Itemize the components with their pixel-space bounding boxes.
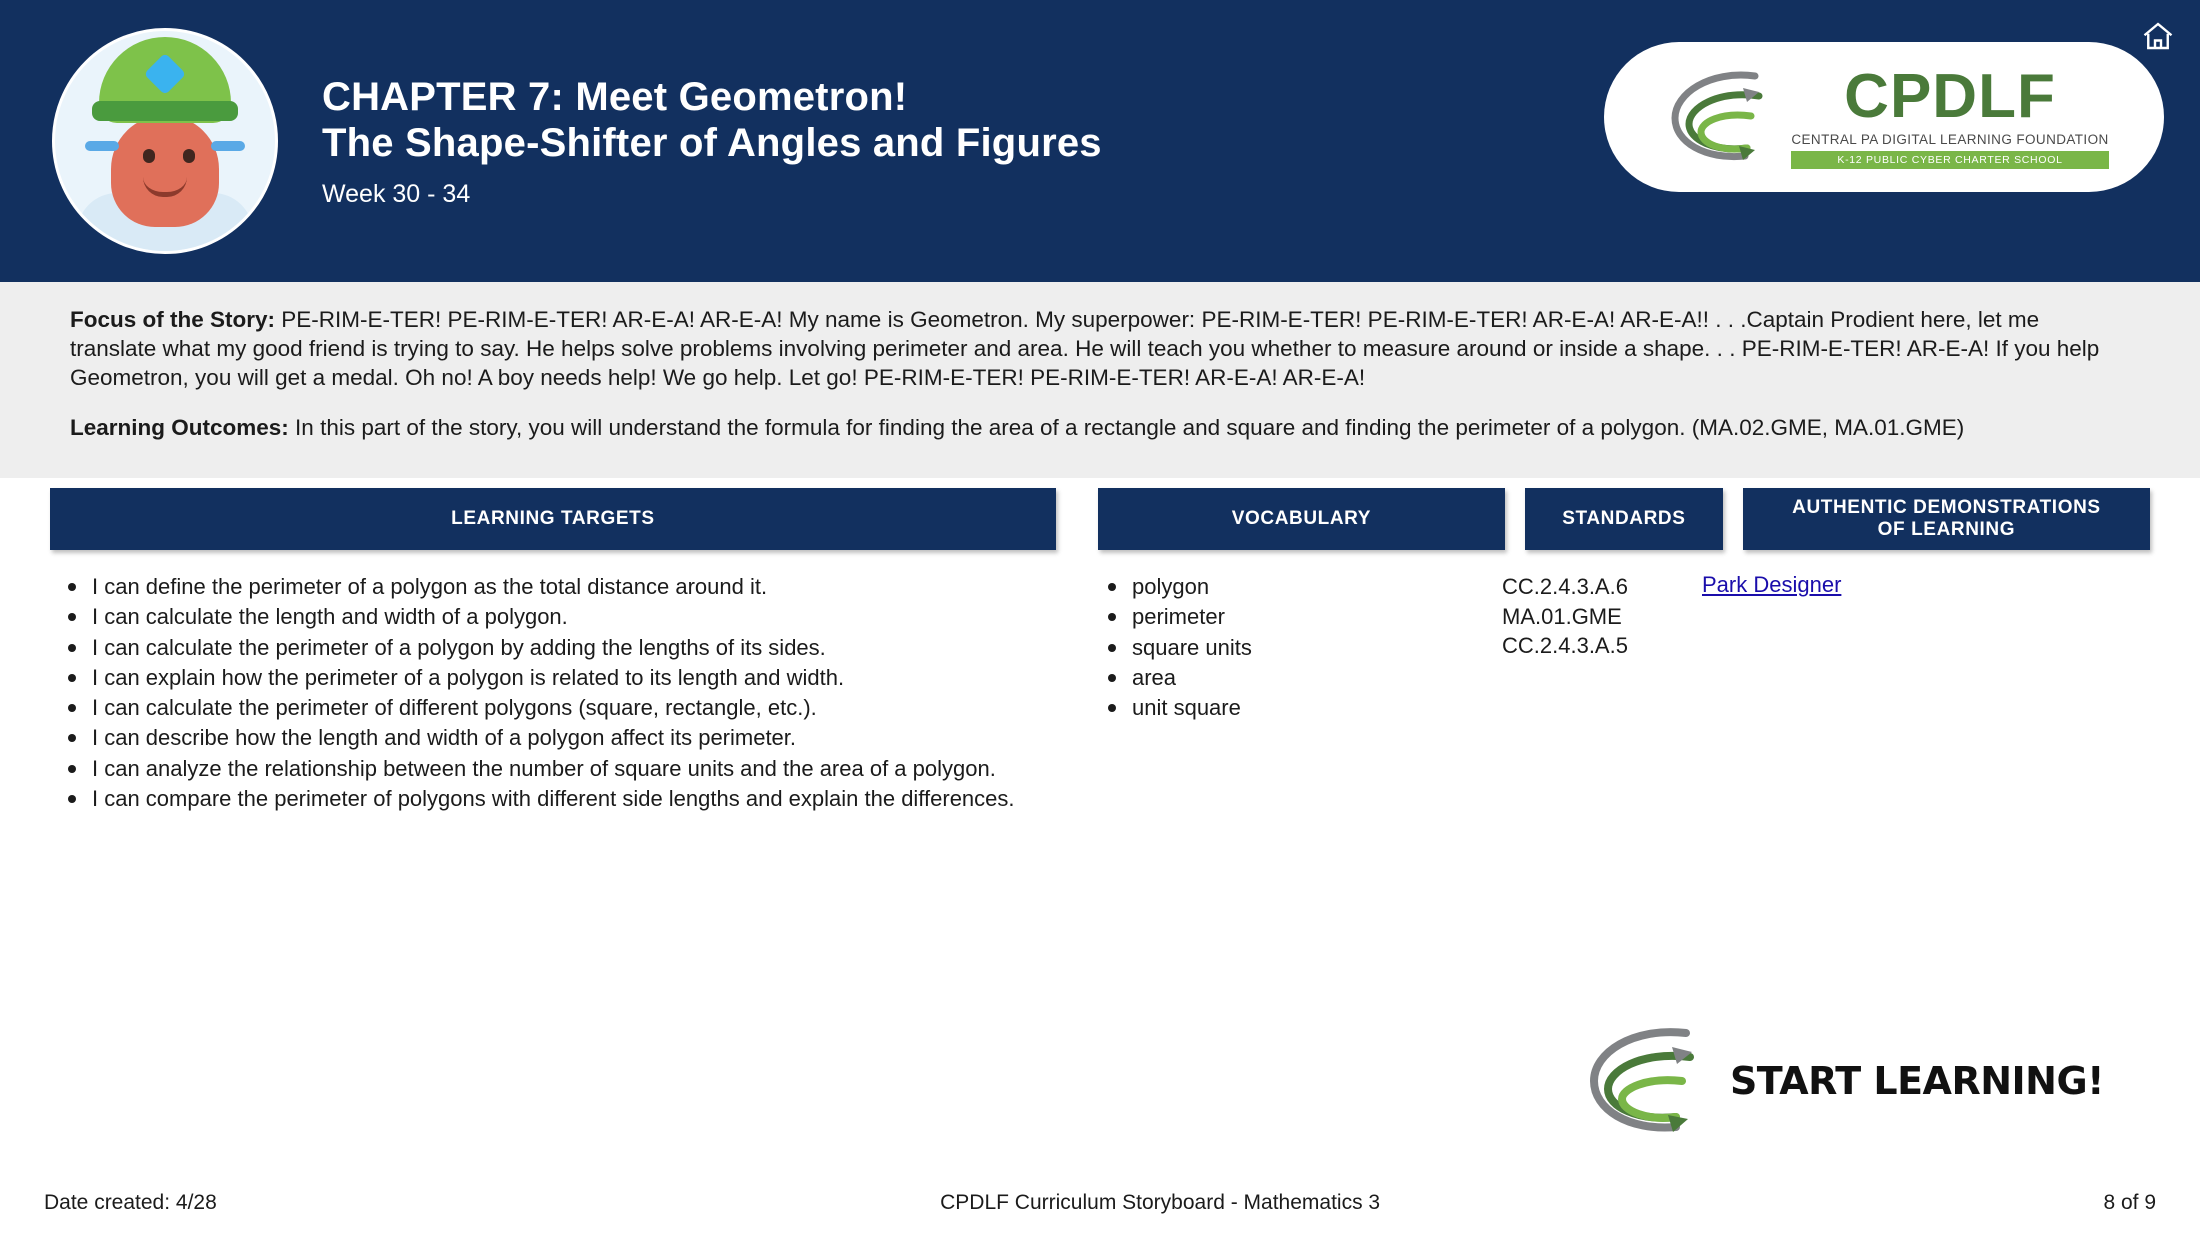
standard-code: CC.2.4.3.A.5 bbox=[1502, 633, 1628, 659]
list-item: area bbox=[1128, 663, 1502, 692]
standards-list bbox=[1502, 572, 1702, 814]
page-number: 8 of 9 bbox=[2103, 1191, 2156, 1214]
section-content bbox=[0, 572, 2200, 814]
list-item: I can analyze the relationship between the number of square units and the area of a polygon. bbox=[88, 754, 1068, 783]
list-item: I can compare the perimeter of polygons with different side lengths and explain the differences. bbox=[88, 784, 1068, 813]
logo-tagline: CENTRAL PA DIGITAL LEARNING FOUNDATION bbox=[1791, 131, 2109, 147]
standards-heading: STANDARDS bbox=[1562, 507, 1686, 529]
list-item: I can calculate the length and width of a polygon. bbox=[88, 602, 1068, 631]
date-created: Date created: 4/28 bbox=[44, 1191, 217, 1214]
logo-wordmark: CPDLF bbox=[1844, 61, 2056, 131]
tab-learning-targets bbox=[50, 488, 1056, 550]
adl-heading-line2: OF LEARNING bbox=[1877, 519, 2016, 540]
page-footer bbox=[0, 1191, 2200, 1215]
swoosh-icon bbox=[1659, 62, 1779, 172]
learning-outcomes bbox=[70, 414, 2130, 443]
cpdlf-logo bbox=[1604, 42, 2164, 192]
avatar bbox=[52, 28, 278, 254]
chapter-title-line2: The Shape-Shifter of Angles and Figures bbox=[322, 120, 1102, 165]
start-learning-button[interactable] bbox=[1574, 1019, 2104, 1143]
list-item: I can calculate the perimeter of different polygons (square, rectangle, etc.). bbox=[88, 693, 1068, 722]
list-item: I can explain how the perimeter of a polygon is related to its length and width. bbox=[88, 663, 1068, 692]
learning-targets-list bbox=[50, 572, 1068, 814]
swoosh-icon bbox=[1574, 1019, 1714, 1143]
start-learning-label: START LEARNING! bbox=[1729, 1059, 2104, 1103]
list-item: I can describe how the length and width of a polygon affect its perimeter. bbox=[88, 723, 1068, 752]
intro-section bbox=[0, 282, 2200, 478]
vocabulary-list bbox=[1090, 572, 1502, 814]
authentic-demonstrations-list bbox=[1702, 572, 2114, 814]
tab-standards bbox=[1525, 488, 1723, 550]
list-item: unit square bbox=[1128, 693, 1502, 722]
learning-targets-heading: LEARNING TARGETS bbox=[451, 507, 655, 529]
standard-code: CC.2.4.3.A.6 bbox=[1502, 574, 1628, 599]
focus-of-story bbox=[70, 306, 2130, 392]
focus-text: PE-RIM-E-TER! PE-RIM-E-TER! AR-E-A! AR-E-A! My name is Geometron. My superpower: PE-RIM-E-TER! PE-RIM-E-TER! AR-E-A! AR-E-A!! . . .Captain Prodient here, let me translate what my good friend is trying to say. He helps solve problems involving perimeter and area. He will teach you whether to measure around or inside a shape. . . PE-RIM-E-TER! AR-E-A! If you help Geometron, you will get a medal. Oh no! A boy needs help! We go help. Let go! PE-RIM-E-TER! PE-RIM-E-TER! AR-E-A! AR-E-A! bbox=[70, 307, 2100, 390]
home-icon[interactable] bbox=[2138, 18, 2178, 54]
outcomes-label: Learning Outcomes: bbox=[70, 415, 289, 441]
vocabulary-heading: VOCABULARY bbox=[1231, 507, 1372, 529]
chapter-title-line1: CHAPTER 7: Meet Geometron! bbox=[322, 74, 908, 119]
focus-label: Focus of the Story: bbox=[70, 307, 276, 332]
section-headers bbox=[0, 488, 2200, 550]
park-designer-link[interactable]: Park Designer bbox=[1702, 572, 1842, 597]
page-title bbox=[322, 74, 1102, 209]
adl-heading-line1: AUTHENTIC DEMONSTRATIONS bbox=[1792, 496, 2101, 518]
page-header bbox=[0, 0, 2200, 282]
tab-authentic-demonstrations bbox=[1743, 488, 2150, 550]
outcomes-text: In this part of the story, you will understand the formula for finding the area of a rectangle and square and finding the perimeter of a polygon. (MA.02.GME, MA.01.GME) bbox=[288, 415, 1965, 441]
list-item: I can define the perimeter of a polygon as the total distance around it. bbox=[88, 572, 1068, 601]
tab-vocabulary bbox=[1098, 488, 1505, 550]
logo-subtagline: K-12 PUBLIC CYBER CHARTER SCHOOL bbox=[1791, 151, 2108, 169]
list-item: polygon bbox=[1128, 572, 1502, 601]
week-range: Week 30 - 34 bbox=[322, 179, 471, 208]
document-title: CPDLF Curriculum Storyboard - Mathematics 3 bbox=[940, 1191, 1381, 1214]
list-item: perimeter bbox=[1128, 602, 1502, 631]
standard-code: MA.01.GME bbox=[1502, 603, 1622, 629]
list-item: I can calculate the perimeter of a polygon by adding the lengths of its sides. bbox=[88, 633, 1068, 662]
list-item: square units bbox=[1128, 633, 1502, 662]
